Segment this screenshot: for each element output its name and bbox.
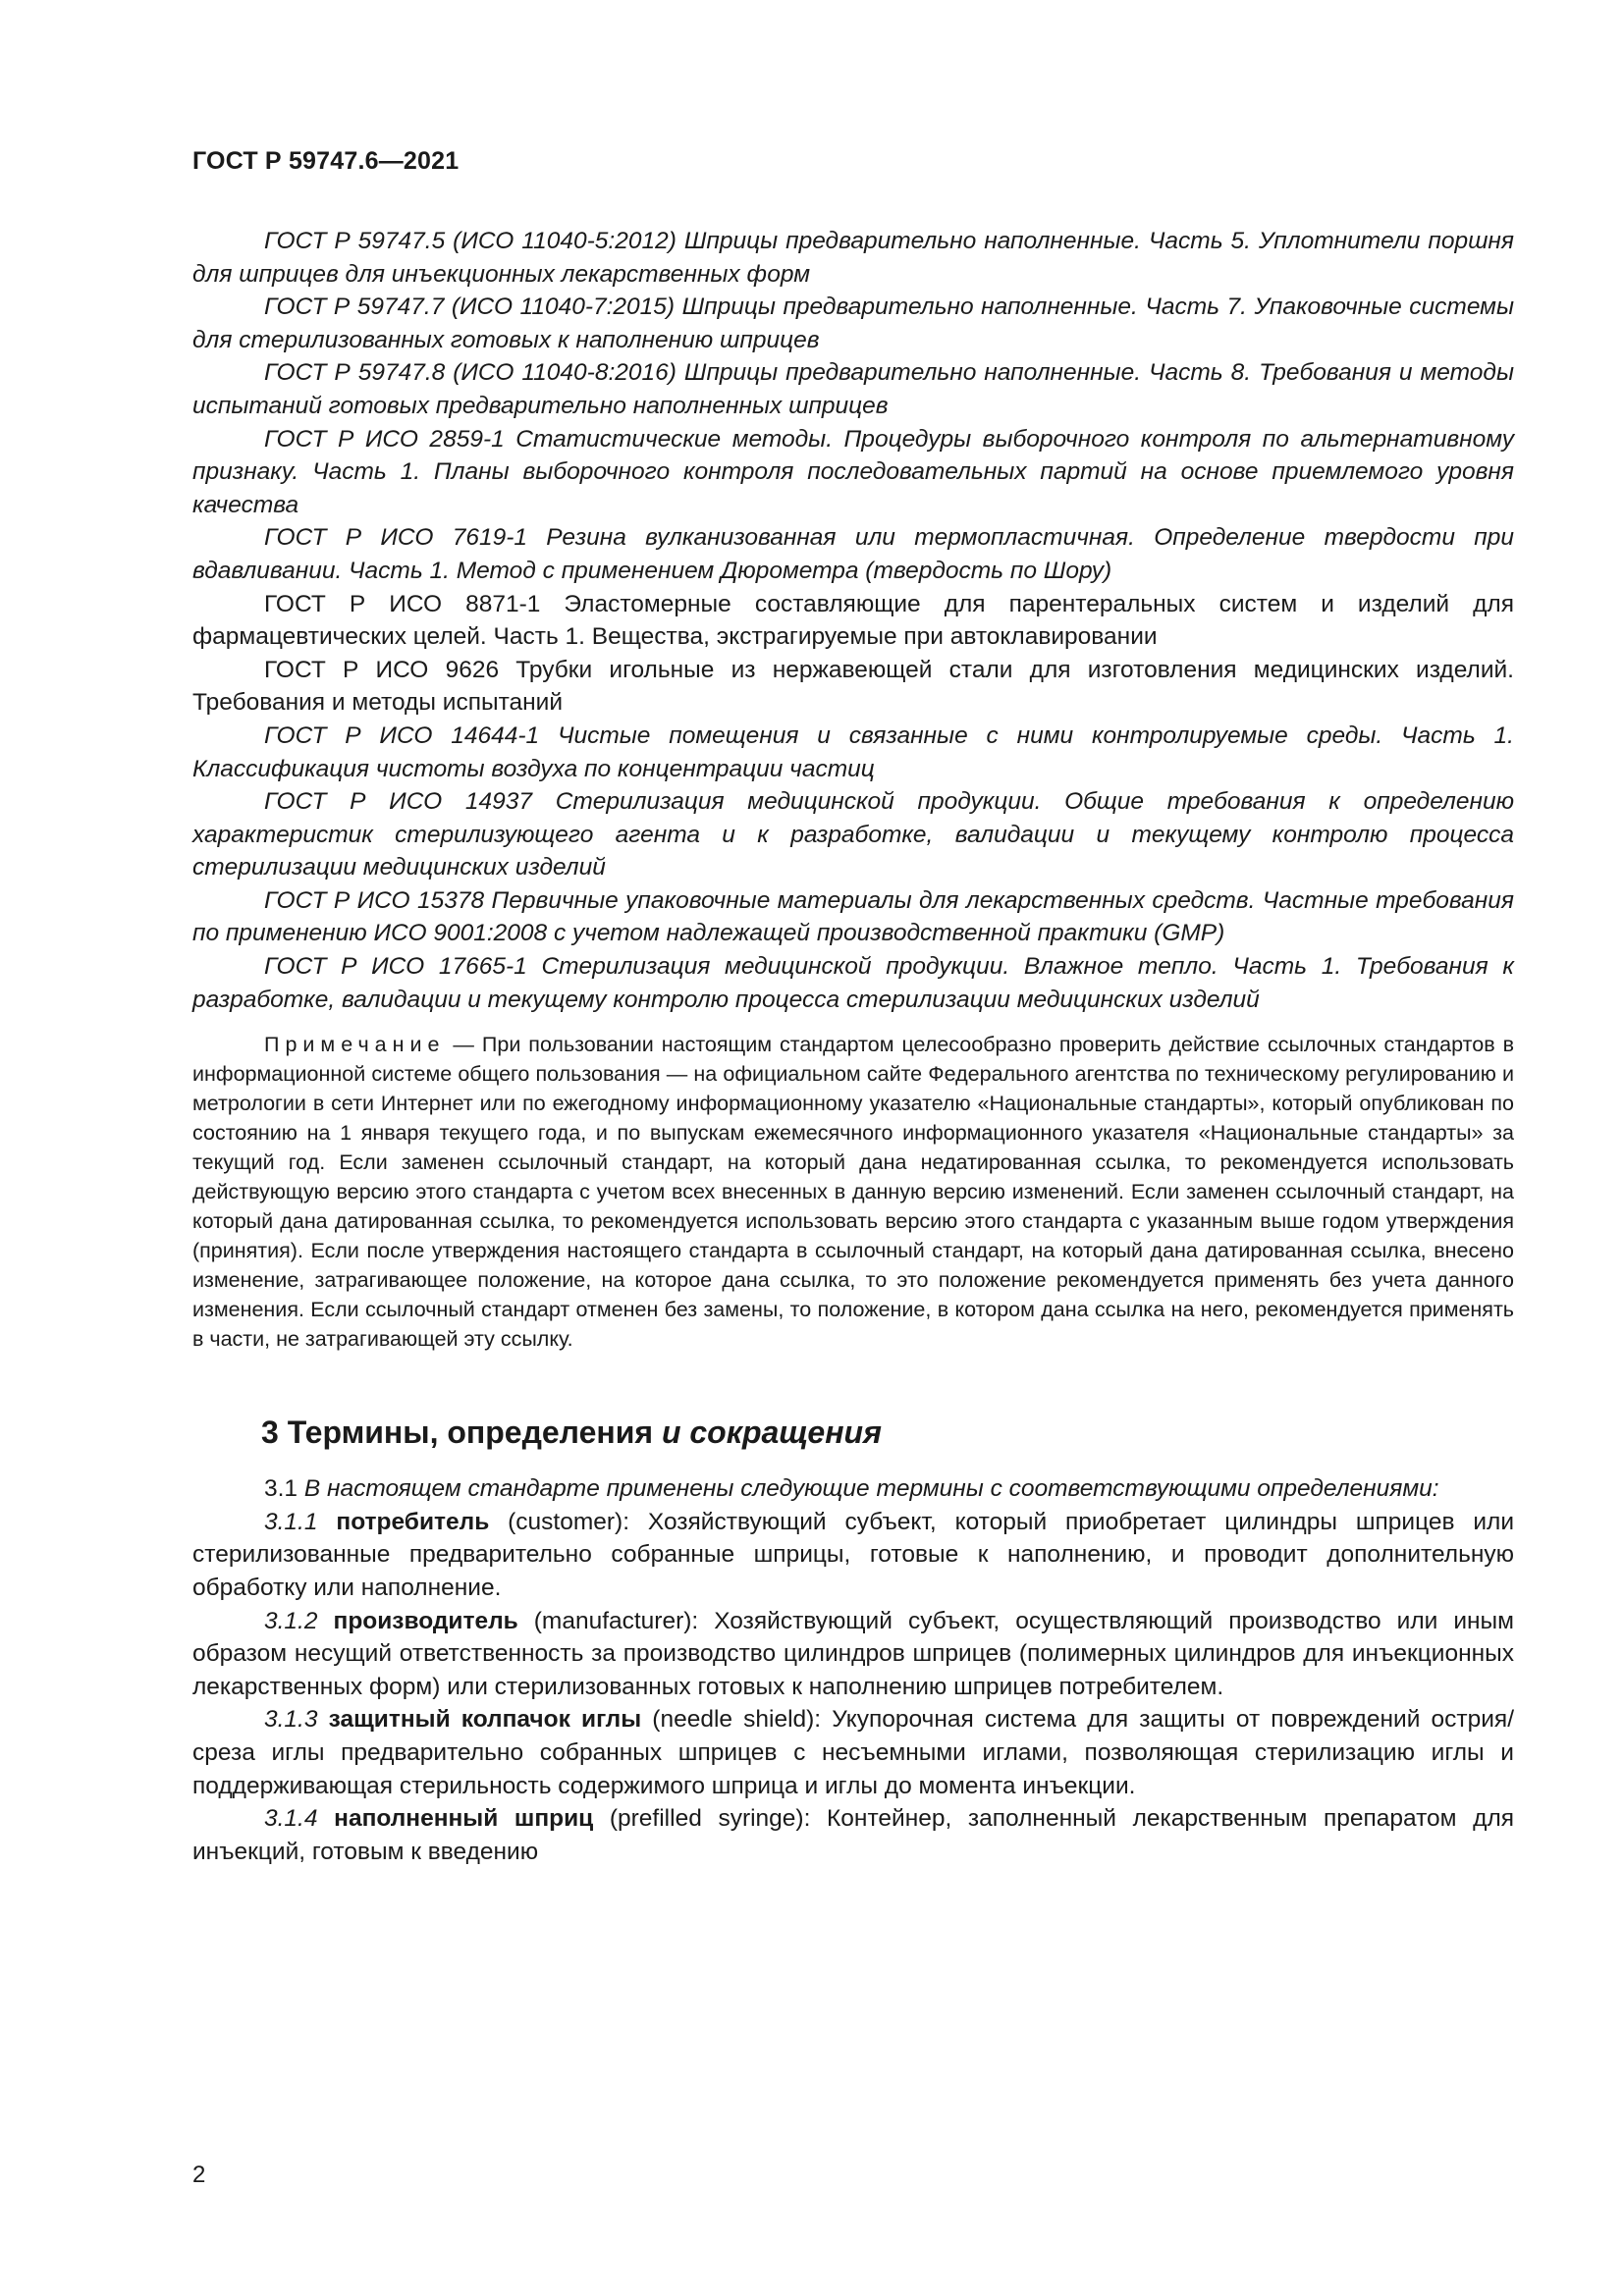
term-text: (customer): Хозяйствующий субъект, который приобретает цилиндры шприцев или стерилизованные предварительно собранные шприцы, готовые к наполнению, и проводит дополнительную обработку или наполнение. bbox=[192, 1508, 1515, 1602]
term-number: 3.1.1 bbox=[264, 1508, 318, 1535]
section-intro bbox=[192, 1472, 1514, 1506]
term-name: потребитель bbox=[336, 1508, 490, 1535]
term-name: производитель bbox=[333, 1607, 518, 1634]
term-definition bbox=[192, 1802, 1514, 1868]
document-header: ГОСТ Р 59747.6—2021 bbox=[192, 147, 460, 175]
section-title bbox=[261, 1415, 1514, 1451]
note-text: При пользовании настоящим стандартом целесообразно проверить действие ссылочных стандартов в информационной системе общего пользования — на официальном сайте Федерального агентства по техническому регулированию и метрологии в сети Интернет или по ежегодному информационному указателю «Национальные стандарты», который опубликован по состоянию на 1 января текущего года, и по выпускам ежемесячного информационного указателя «Национальные стандарты» за текущий год. Если заменен ссылочный стандарт, на который дана недатированная ссылка, то рекомендуется использовать действующую версию этого стандарта с учетом всех внесенных в данную версию изменений. Если заменен ссылочный стандарт, на который дана датированная ссылка, то рекомендуется использовать версию этого стандарта с указанным выше годом утверждения (принятия). Если после утверждения настоящего стандарта в ссылочный стандарт, на который дана датированная ссылка, внесено изменение, затрагивающее положение, на которое дана ссылка, то это положение рекомендуется применять без учета данного изменения. Если ссылочный стандарт отменен без замены, то положение, в котором дана ссылка на него, рекомендуется применять в части, не затрагивающей эту ссылку. bbox=[192, 1033, 1515, 1352]
note-dash: — bbox=[445, 1033, 482, 1057]
reference-item: ГОСТ Р ИСО 9626 Трубки игольные из нержавеющей стали для изготовления медицинских изделий. Требования и методы испытаний bbox=[192, 656, 1514, 717]
section-intro-number: 3.1 bbox=[264, 1475, 304, 1503]
reference-item: ГОСТ Р ИСО 14937 Стерилизация медицинской продукции. Общие требования к определению характеристик стерилизующего агента и к разработке, валидации и текущему контролю процесса стерилизации медицинских изделий bbox=[192, 788, 1514, 881]
term-definition bbox=[192, 1703, 1514, 1802]
reference-list bbox=[192, 225, 1514, 1016]
reference-item: ГОСТ Р ИСО 8871-1 Эластомерные составляющие для парентеральных систем и изделий для фармацевтических целей. Часть 1. Вещества, экстрагируемые при автоклавировании bbox=[192, 590, 1514, 651]
term-definition bbox=[192, 1506, 1514, 1605]
page-content bbox=[192, 225, 1514, 1868]
term-number: 3.1.4 bbox=[264, 1805, 318, 1833]
reference-item: ГОСТ Р ИСО 2859-1 Статистические методы. Процедуры выборочного контроля по альтернативному признаку. Часть 1. Планы выборочного контроля последовательных партий на основе приемлемого уровня качества bbox=[192, 425, 1514, 518]
page-number: 2 bbox=[192, 2162, 206, 2188]
section-title-italic: и сокращения bbox=[661, 1415, 882, 1451]
term-name: защитный колпачок иглы bbox=[328, 1706, 642, 1734]
reference-item: ГОСТ Р 59747.8 (ИСО 11040-8:2016) Шприцы предварительно наполненные. Часть 8. Требования и методы испытаний готовых предварительно наполненных шприцев bbox=[192, 359, 1514, 419]
reference-item: ГОСТ Р ИСО 15378 Первичные упаковочные материалы для лекарственных средств. Частные требования по применению ИСО 9001:2008 с учетом надлежащей производственной практики (GMP) bbox=[192, 886, 1514, 947]
reference-item: ГОСТ Р 59747.5 (ИСО 11040-5:2012) Шприцы предварительно наполненные. Часть 5. Уплотнители поршня для шприцев для инъекционных лекарственных форм bbox=[192, 228, 1514, 288]
reference-item: ГОСТ Р ИСО 17665-1 Стерилизация медицинской продукции. Влажное тепло. Часть 1. Требования к разработке, валидации и текущему контролю процесса стерилизации медицинских изделий bbox=[192, 953, 1514, 1013]
note-paragraph bbox=[192, 1030, 1514, 1354]
term-text: (prefilled syringe): Контейнер, заполненный лекарственным препаратом для инъекций, готовым к введению bbox=[192, 1805, 1515, 1865]
section-title-regular: 3 Термины, определения bbox=[261, 1415, 662, 1451]
term-text: (manufacturer): Хозяйствующий субъект, осуществляющий производство или иным образом несущий ответственность за производство цилиндров шприцев (полимерных цилиндров для инъекционных лекарственных форм) или стерилизованных готовых к наполнению шприцев потребителем. bbox=[192, 1607, 1514, 1700]
term-definition bbox=[192, 1605, 1514, 1704]
term-number: 3.1.2 bbox=[264, 1607, 318, 1634]
term-text: (needle shield): Укупорочная система для защиты от повреждений острия/среза иглы предварительно собранных шприцев с несъемными иглами, позволяющая стерилизацию иглы и поддерживающая стерильность содержимого шприца и иглы до момента инъекции. bbox=[192, 1706, 1515, 1799]
reference-item: ГОСТ Р 59747.7 (ИСО 11040-7:2015) Шприцы предварительно наполненные. Часть 7. Упаковочные системы для стерилизованных готовых к наполнению шприцев bbox=[192, 294, 1514, 353]
reference-item: ГОСТ Р ИСО 14644-1 Чистые помещения и связанные с ними контролируемые среды. Часть 1. Классификация чистоты воздуха по концентрации частиц bbox=[192, 721, 1514, 782]
term-name: наполненный шприц bbox=[334, 1805, 594, 1833]
note-label: Примечание bbox=[264, 1033, 446, 1057]
section-intro-text: В настоящем стандарте применены следующие термины с соответствующими определениями: bbox=[303, 1475, 1439, 1503]
reference-item: ГОСТ Р ИСО 7619-1 Резина вулканизованная или термопластичная. Определение твердости при вдавливании. Часть 1. Метод с применением Дюрометра (твердость по Шору) bbox=[192, 524, 1514, 584]
term-number: 3.1.3 bbox=[264, 1706, 318, 1734]
